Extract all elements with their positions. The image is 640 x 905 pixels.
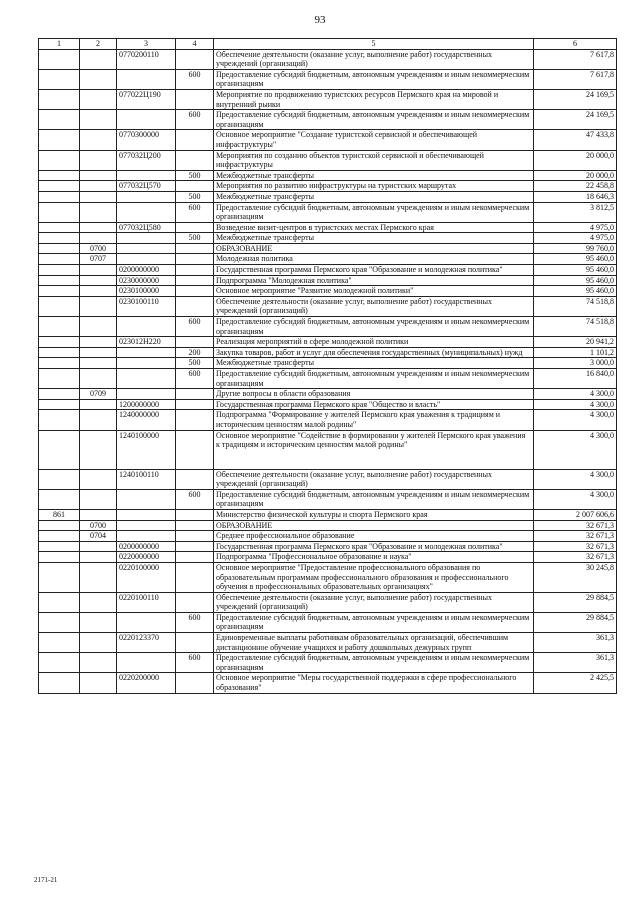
expense-type-cell bbox=[176, 89, 214, 109]
amount-cell: 32 671,3 bbox=[534, 552, 617, 563]
amount-cell: 4 300,0 bbox=[534, 489, 617, 509]
table-row bbox=[39, 410, 617, 430]
target-article-cell bbox=[117, 489, 176, 509]
description-cell: Мероприятие по продвижению туристских ресурсов Пермского края на мировой и внутренний рынки bbox=[214, 89, 534, 109]
description-cell: Основное мероприятие "Предоставление профессионального образования по образовательным программам профессионального образования и профессионального обучения в профессиональных образовательных организациях" bbox=[214, 562, 534, 592]
target-article-cell: 0220100000 bbox=[117, 562, 176, 592]
section-code-cell bbox=[39, 552, 80, 563]
table-row bbox=[39, 469, 617, 489]
subsection-code-cell bbox=[80, 358, 117, 369]
subsection-code-cell bbox=[80, 469, 117, 489]
column-header: 3 bbox=[117, 39, 176, 50]
amount-cell: 24 169,5 bbox=[534, 110, 617, 130]
table-row bbox=[39, 358, 617, 369]
subsection-code-cell bbox=[80, 233, 117, 244]
target-article-cell: 0200000000 bbox=[117, 265, 176, 276]
section-code-cell bbox=[39, 181, 80, 192]
section-code-cell bbox=[39, 369, 80, 389]
target-article-cell bbox=[117, 531, 176, 542]
subsection-code-cell bbox=[80, 612, 117, 632]
amount-cell: 99 760,0 bbox=[534, 243, 617, 254]
target-article-cell: 0230000000 bbox=[117, 275, 176, 286]
target-article-cell bbox=[117, 202, 176, 222]
target-article-cell: 1240100110 bbox=[117, 469, 176, 489]
target-article-cell bbox=[117, 170, 176, 181]
expense-type-cell bbox=[176, 150, 214, 170]
description-cell: Среднее профессиональное образование bbox=[214, 531, 534, 542]
amount-cell: 95 460,0 bbox=[534, 254, 617, 265]
expense-type-cell bbox=[176, 469, 214, 489]
target-article-cell: 0220200000 bbox=[117, 673, 176, 693]
table-row bbox=[39, 347, 617, 358]
section-code-cell bbox=[39, 337, 80, 348]
amount-cell: 22 458,8 bbox=[534, 181, 617, 192]
expense-type-cell: 600 bbox=[176, 202, 214, 222]
amount-cell: 361,3 bbox=[534, 653, 617, 673]
section-code-cell bbox=[39, 222, 80, 233]
description-cell: Предоставление субсидий бюджетным, автономным учреждениям и иным некоммерческим организациям bbox=[214, 653, 534, 673]
description-cell: Министерство физической культуры и спорта Пермского края bbox=[214, 509, 534, 520]
amount-cell: 24 169,5 bbox=[534, 89, 617, 109]
subsection-code-cell bbox=[80, 410, 117, 430]
table-row bbox=[39, 592, 617, 612]
table-row bbox=[39, 399, 617, 410]
expense-type-cell bbox=[176, 296, 214, 316]
subsection-code-cell bbox=[80, 89, 117, 109]
table-row bbox=[39, 531, 617, 542]
description-cell: Молодежная политика bbox=[214, 254, 534, 265]
amount-cell: 30 245,8 bbox=[534, 562, 617, 592]
amount-cell: 3 000,0 bbox=[534, 358, 617, 369]
section-code-cell bbox=[39, 531, 80, 542]
column-header: 5 bbox=[214, 39, 534, 50]
description-cell: Межбюджетные трансферты bbox=[214, 233, 534, 244]
column-header: 4 bbox=[176, 39, 214, 50]
amount-cell: 74 518,8 bbox=[534, 317, 617, 337]
target-article-cell bbox=[117, 369, 176, 389]
target-article-cell: 1200000000 bbox=[117, 399, 176, 410]
target-article-cell bbox=[117, 191, 176, 202]
description-cell: Закупка товаров, работ и услуг для обеспечения государственных (муниципальных) нужд bbox=[214, 347, 534, 358]
description-cell: Реализация мероприятий в сфере молодежной политики bbox=[214, 337, 534, 348]
amount-cell: 7 617,8 bbox=[534, 49, 617, 69]
description-cell: Обеспечение деятельности (оказание услуг, выполнение работ) государственных учреждений (организаций) bbox=[214, 49, 534, 69]
subsection-code-cell bbox=[80, 202, 117, 222]
table-row bbox=[39, 150, 617, 170]
table-row bbox=[39, 653, 617, 673]
amount-cell: 4 300,0 bbox=[534, 399, 617, 410]
subsection-code-cell bbox=[80, 275, 117, 286]
description-cell: Предоставление субсидий бюджетным, автономным учреждениям и иным некоммерческим организациям bbox=[214, 110, 534, 130]
table-row bbox=[39, 89, 617, 109]
section-code-cell bbox=[39, 275, 80, 286]
subsection-code-cell bbox=[80, 592, 117, 612]
amount-cell: 2 007 606,6 bbox=[534, 509, 617, 520]
subsection-code-cell bbox=[80, 222, 117, 233]
expense-type-cell: 500 bbox=[176, 358, 214, 369]
description-cell: Обеспечение деятельности (оказание услуг, выполнение работ) государственных учреждений (организаций) bbox=[214, 296, 534, 316]
section-code-cell bbox=[39, 358, 80, 369]
target-article-cell bbox=[117, 389, 176, 400]
expense-type-cell bbox=[176, 520, 214, 531]
table-row bbox=[39, 49, 617, 69]
subsection-code-cell bbox=[80, 110, 117, 130]
section-code-cell bbox=[39, 150, 80, 170]
amount-cell: 4 300,0 bbox=[534, 389, 617, 400]
expense-type-cell bbox=[176, 633, 214, 653]
description-cell: Основное мероприятие "Содействие в формировании у жителей Пермского края уважения к традициям и историческим ценностям малой родины" bbox=[214, 430, 534, 469]
target-article-cell: 1240000000 bbox=[117, 410, 176, 430]
expense-type-cell: 600 bbox=[176, 612, 214, 632]
table-row bbox=[39, 317, 617, 337]
subsection-code-cell bbox=[80, 170, 117, 181]
subsection-code-cell bbox=[80, 633, 117, 653]
subsection-code-cell bbox=[80, 286, 117, 297]
description-cell: Государственная программа Пермского края "Образование и молодежная политика" bbox=[214, 265, 534, 276]
expense-type-cell bbox=[176, 275, 214, 286]
table-row bbox=[39, 673, 617, 693]
target-article-cell: 0230100110 bbox=[117, 296, 176, 316]
column-header: 2 bbox=[80, 39, 117, 50]
table-row bbox=[39, 222, 617, 233]
description-cell: Предоставление субсидий бюджетным, автономным учреждениям и иным некоммерческим организациям bbox=[214, 202, 534, 222]
section-code-cell bbox=[39, 489, 80, 509]
subsection-code-cell bbox=[80, 541, 117, 552]
expense-type-cell bbox=[176, 509, 214, 520]
description-cell: Предоставление субсидий бюджетным, автономным учреждениям и иным некоммерческим организациям bbox=[214, 369, 534, 389]
target-article-cell bbox=[117, 317, 176, 337]
description-cell: Мероприятия по развитию инфраструктуры на туристских маршрутах bbox=[214, 181, 534, 192]
target-article-cell bbox=[117, 69, 176, 89]
subsection-code-cell bbox=[80, 673, 117, 693]
expense-type-cell: 600 bbox=[176, 369, 214, 389]
description-cell: Другие вопросы в области образования bbox=[214, 389, 534, 400]
description-cell: Основное мероприятие "Меры государственной поддержки в сфере профессионального образования" bbox=[214, 673, 534, 693]
description-cell: ОБРАЗОВАНИЕ bbox=[214, 243, 534, 254]
target-article-cell: 0220123370 bbox=[117, 633, 176, 653]
amount-cell: 20 941,2 bbox=[534, 337, 617, 348]
table-row bbox=[39, 552, 617, 563]
target-article-cell: 023012Н220 bbox=[117, 337, 176, 348]
section-code-cell bbox=[39, 317, 80, 337]
table-row bbox=[39, 254, 617, 265]
subsection-code-cell bbox=[80, 130, 117, 150]
section-code-cell bbox=[39, 347, 80, 358]
subsection-code-cell bbox=[80, 509, 117, 520]
description-cell: Мероприятия по созданию объектов туристской сервисной и обеспечивающей инфраструктуры bbox=[214, 150, 534, 170]
expense-type-cell bbox=[176, 337, 214, 348]
table-row bbox=[39, 520, 617, 531]
target-article-cell bbox=[117, 520, 176, 531]
section-code-cell bbox=[39, 286, 80, 297]
target-article-cell: 0770200110 bbox=[117, 49, 176, 69]
description-cell: Подпрограмма "Профессиональное образование и наука" bbox=[214, 552, 534, 563]
target-article-cell: 077032Ц580 bbox=[117, 222, 176, 233]
amount-cell: 4 300,0 bbox=[534, 469, 617, 489]
table-row bbox=[39, 110, 617, 130]
expense-type-cell: 500 bbox=[176, 233, 214, 244]
section-code-cell bbox=[39, 265, 80, 276]
description-cell: Подпрограмма "Формирование у жителей Пермского края уважения к традициям и историческим ценностям малой родины" bbox=[214, 410, 534, 430]
section-code-cell bbox=[39, 233, 80, 244]
column-header: 6 bbox=[534, 39, 617, 50]
amount-cell: 95 460,0 bbox=[534, 265, 617, 276]
subsection-code-cell bbox=[80, 191, 117, 202]
table-row bbox=[39, 369, 617, 389]
amount-cell: 361,3 bbox=[534, 633, 617, 653]
table-row bbox=[39, 233, 617, 244]
expense-type-cell: 200 bbox=[176, 347, 214, 358]
subsection-code-cell bbox=[80, 552, 117, 563]
table-row bbox=[39, 265, 617, 276]
target-article-cell bbox=[117, 254, 176, 265]
table-row bbox=[39, 389, 617, 400]
expense-type-cell bbox=[176, 541, 214, 552]
section-code-cell bbox=[39, 399, 80, 410]
table-body bbox=[39, 49, 617, 693]
section-code-cell: 861 bbox=[39, 509, 80, 520]
subsection-code-cell bbox=[80, 347, 117, 358]
expense-type-cell bbox=[176, 389, 214, 400]
expense-type-cell bbox=[176, 531, 214, 542]
amount-cell: 29 884,5 bbox=[534, 612, 617, 632]
section-code-cell bbox=[39, 69, 80, 89]
expense-type-cell bbox=[176, 222, 214, 233]
amount-cell: 95 460,0 bbox=[534, 275, 617, 286]
subsection-code-cell: 0700 bbox=[80, 243, 117, 254]
table-header-row bbox=[39, 39, 617, 50]
target-article-cell: 077032Ц200 bbox=[117, 150, 176, 170]
amount-cell: 4 300,0 bbox=[534, 430, 617, 469]
amount-cell: 4 975,0 bbox=[534, 233, 617, 244]
amount-cell: 32 671,3 bbox=[534, 520, 617, 531]
amount-cell: 29 884,5 bbox=[534, 592, 617, 612]
section-code-cell bbox=[39, 612, 80, 632]
section-code-cell bbox=[39, 592, 80, 612]
description-cell: Государственная программа Пермского края "Общество и власть" bbox=[214, 399, 534, 410]
expense-type-cell: 600 bbox=[176, 110, 214, 130]
description-cell: Предоставление субсидий бюджетным, автономным учреждениям и иным некоммерческим организациям bbox=[214, 317, 534, 337]
description-cell: Обеспечение деятельности (оказание услуг, выполнение работ) государственных учреждений (организаций) bbox=[214, 469, 534, 489]
section-code-cell bbox=[39, 520, 80, 531]
amount-cell: 3 812,5 bbox=[534, 202, 617, 222]
expense-type-cell bbox=[176, 254, 214, 265]
table-row bbox=[39, 243, 617, 254]
expense-type-cell: 600 bbox=[176, 317, 214, 337]
section-code-cell bbox=[39, 633, 80, 653]
subsection-code-cell bbox=[80, 430, 117, 469]
target-article-cell bbox=[117, 509, 176, 520]
table-row bbox=[39, 430, 617, 469]
target-article-cell: 0230100000 bbox=[117, 286, 176, 297]
description-cell: ОБРАЗОВАНИЕ bbox=[214, 520, 534, 531]
section-code-cell bbox=[39, 541, 80, 552]
description-cell: Единовременные выплаты работникам образовательных организаций, обеспечившим дистанционное обучение учащихся и работу дошкольных дежурных групп bbox=[214, 633, 534, 653]
table-row bbox=[39, 562, 617, 592]
table-row bbox=[39, 489, 617, 509]
table-row bbox=[39, 202, 617, 222]
subsection-code-cell: 0709 bbox=[80, 389, 117, 400]
subsection-code-cell bbox=[80, 317, 117, 337]
subsection-code-cell bbox=[80, 49, 117, 69]
section-code-cell bbox=[39, 89, 80, 109]
table-row bbox=[39, 509, 617, 520]
subsection-code-cell: 0700 bbox=[80, 520, 117, 531]
description-cell: Обеспечение деятельности (оказание услуг, выполнение работ) государственных учреждений (организаций) bbox=[214, 592, 534, 612]
amount-cell: 32 671,3 bbox=[534, 541, 617, 552]
subsection-code-cell: 0704 bbox=[80, 531, 117, 542]
description-cell: Межбюджетные трансферты bbox=[214, 170, 534, 181]
section-code-cell bbox=[39, 170, 80, 181]
description-cell: Межбюджетные трансферты bbox=[214, 191, 534, 202]
expense-type-cell bbox=[176, 243, 214, 254]
section-code-cell bbox=[39, 110, 80, 130]
amount-cell: 20 000,0 bbox=[534, 170, 617, 181]
target-article-cell: 0220100110 bbox=[117, 592, 176, 612]
target-article-cell: 0200000000 bbox=[117, 541, 176, 552]
subsection-code-cell bbox=[80, 489, 117, 509]
table-row bbox=[39, 612, 617, 632]
amount-cell: 18 646,3 bbox=[534, 191, 617, 202]
amount-cell: 95 460,0 bbox=[534, 286, 617, 297]
table-row bbox=[39, 69, 617, 89]
expense-type-cell bbox=[176, 265, 214, 276]
expense-type-cell bbox=[176, 49, 214, 69]
subsection-code-cell bbox=[80, 369, 117, 389]
subsection-code-cell bbox=[80, 399, 117, 410]
target-article-cell bbox=[117, 653, 176, 673]
expense-type-cell bbox=[176, 399, 214, 410]
table-row bbox=[39, 181, 617, 192]
amount-cell: 16 840,0 bbox=[534, 369, 617, 389]
target-article-cell: 0220000000 bbox=[117, 552, 176, 563]
section-code-cell bbox=[39, 430, 80, 469]
table-row bbox=[39, 275, 617, 286]
expense-type-cell bbox=[176, 552, 214, 563]
description-cell: Межбюджетные трансферты bbox=[214, 358, 534, 369]
table-row bbox=[39, 541, 617, 552]
table-row bbox=[39, 296, 617, 316]
description-cell: Подпрограмма "Молодежная политика" bbox=[214, 275, 534, 286]
page-number: 93 bbox=[314, 14, 326, 26]
target-article-cell: 0770300000 bbox=[117, 130, 176, 150]
expense-type-cell bbox=[176, 562, 214, 592]
target-article-cell bbox=[117, 347, 176, 358]
description-cell: Предоставление субсидий бюджетным, автономным учреждениям и иным некоммерческим организациям bbox=[214, 69, 534, 89]
expense-type-cell bbox=[176, 181, 214, 192]
amount-cell: 1 101,2 bbox=[534, 347, 617, 358]
amount-cell: 32 671,3 bbox=[534, 531, 617, 542]
footer-code: 2171-21 bbox=[34, 876, 58, 884]
description-cell: Предоставление субсидий бюджетным, автономным учреждениям и иным некоммерческим организациям bbox=[214, 489, 534, 509]
description-cell: Предоставление субсидий бюджетным, автономным учреждениям и иным некоммерческим организациям bbox=[214, 612, 534, 632]
budget-table bbox=[38, 38, 617, 694]
target-article-cell bbox=[117, 243, 176, 254]
description-cell: Возведение визит-центров в туристских местах Пермского края bbox=[214, 222, 534, 233]
expense-type-cell bbox=[176, 430, 214, 469]
target-article-cell bbox=[117, 233, 176, 244]
section-code-cell bbox=[39, 410, 80, 430]
target-article-cell: 1240100000 bbox=[117, 430, 176, 469]
section-code-cell bbox=[39, 469, 80, 489]
amount-cell: 74 518,8 bbox=[534, 296, 617, 316]
target-article-cell bbox=[117, 358, 176, 369]
subsection-code-cell bbox=[80, 265, 117, 276]
subsection-code-cell: 0707 bbox=[80, 254, 117, 265]
table-row bbox=[39, 337, 617, 348]
section-code-cell bbox=[39, 202, 80, 222]
section-code-cell bbox=[39, 389, 80, 400]
target-article-cell bbox=[117, 110, 176, 130]
section-code-cell bbox=[39, 254, 80, 265]
subsection-code-cell bbox=[80, 69, 117, 89]
expense-type-cell bbox=[176, 130, 214, 150]
subsection-code-cell bbox=[80, 181, 117, 192]
amount-cell: 7 617,8 bbox=[534, 69, 617, 89]
expense-type-cell bbox=[176, 410, 214, 430]
expense-type-cell: 500 bbox=[176, 191, 214, 202]
section-code-cell bbox=[39, 243, 80, 254]
section-code-cell bbox=[39, 653, 80, 673]
table-row bbox=[39, 633, 617, 653]
description-cell: Государственная программа Пермского края "Образование и молодежная политика" bbox=[214, 541, 534, 552]
target-article-cell bbox=[117, 612, 176, 632]
section-code-cell bbox=[39, 49, 80, 69]
subsection-code-cell bbox=[80, 296, 117, 316]
section-code-cell bbox=[39, 296, 80, 316]
table-row bbox=[39, 130, 617, 150]
expense-type-cell bbox=[176, 673, 214, 693]
amount-cell: 4 975,0 bbox=[534, 222, 617, 233]
subsection-code-cell bbox=[80, 653, 117, 673]
description-cell: Основное мероприятие "Развитие молодежной политики" bbox=[214, 286, 534, 297]
section-code-cell bbox=[39, 673, 80, 693]
expense-type-cell bbox=[176, 286, 214, 297]
expense-type-cell: 600 bbox=[176, 69, 214, 89]
table-row bbox=[39, 191, 617, 202]
table-row bbox=[39, 286, 617, 297]
description-cell: Основное мероприятие "Создание туристской сервисной и обеспечивающей инфраструктуры" bbox=[214, 130, 534, 150]
target-article-cell: 077032Ц570 bbox=[117, 181, 176, 192]
subsection-code-cell bbox=[80, 150, 117, 170]
column-header: 1 bbox=[39, 39, 80, 50]
expense-type-cell: 600 bbox=[176, 489, 214, 509]
subsection-code-cell bbox=[80, 562, 117, 592]
target-article-cell: 077022Ц190 bbox=[117, 89, 176, 109]
amount-cell: 47 433,8 bbox=[534, 130, 617, 150]
table-row bbox=[39, 170, 617, 181]
expense-type-cell: 600 bbox=[176, 653, 214, 673]
section-code-cell bbox=[39, 191, 80, 202]
amount-cell: 20 000,0 bbox=[534, 150, 617, 170]
section-code-cell bbox=[39, 562, 80, 592]
amount-cell: 4 300,0 bbox=[534, 410, 617, 430]
expense-type-cell: 500 bbox=[176, 170, 214, 181]
section-code-cell bbox=[39, 130, 80, 150]
expense-type-cell bbox=[176, 592, 214, 612]
amount-cell: 2 425,5 bbox=[534, 673, 617, 693]
subsection-code-cell bbox=[80, 337, 117, 348]
